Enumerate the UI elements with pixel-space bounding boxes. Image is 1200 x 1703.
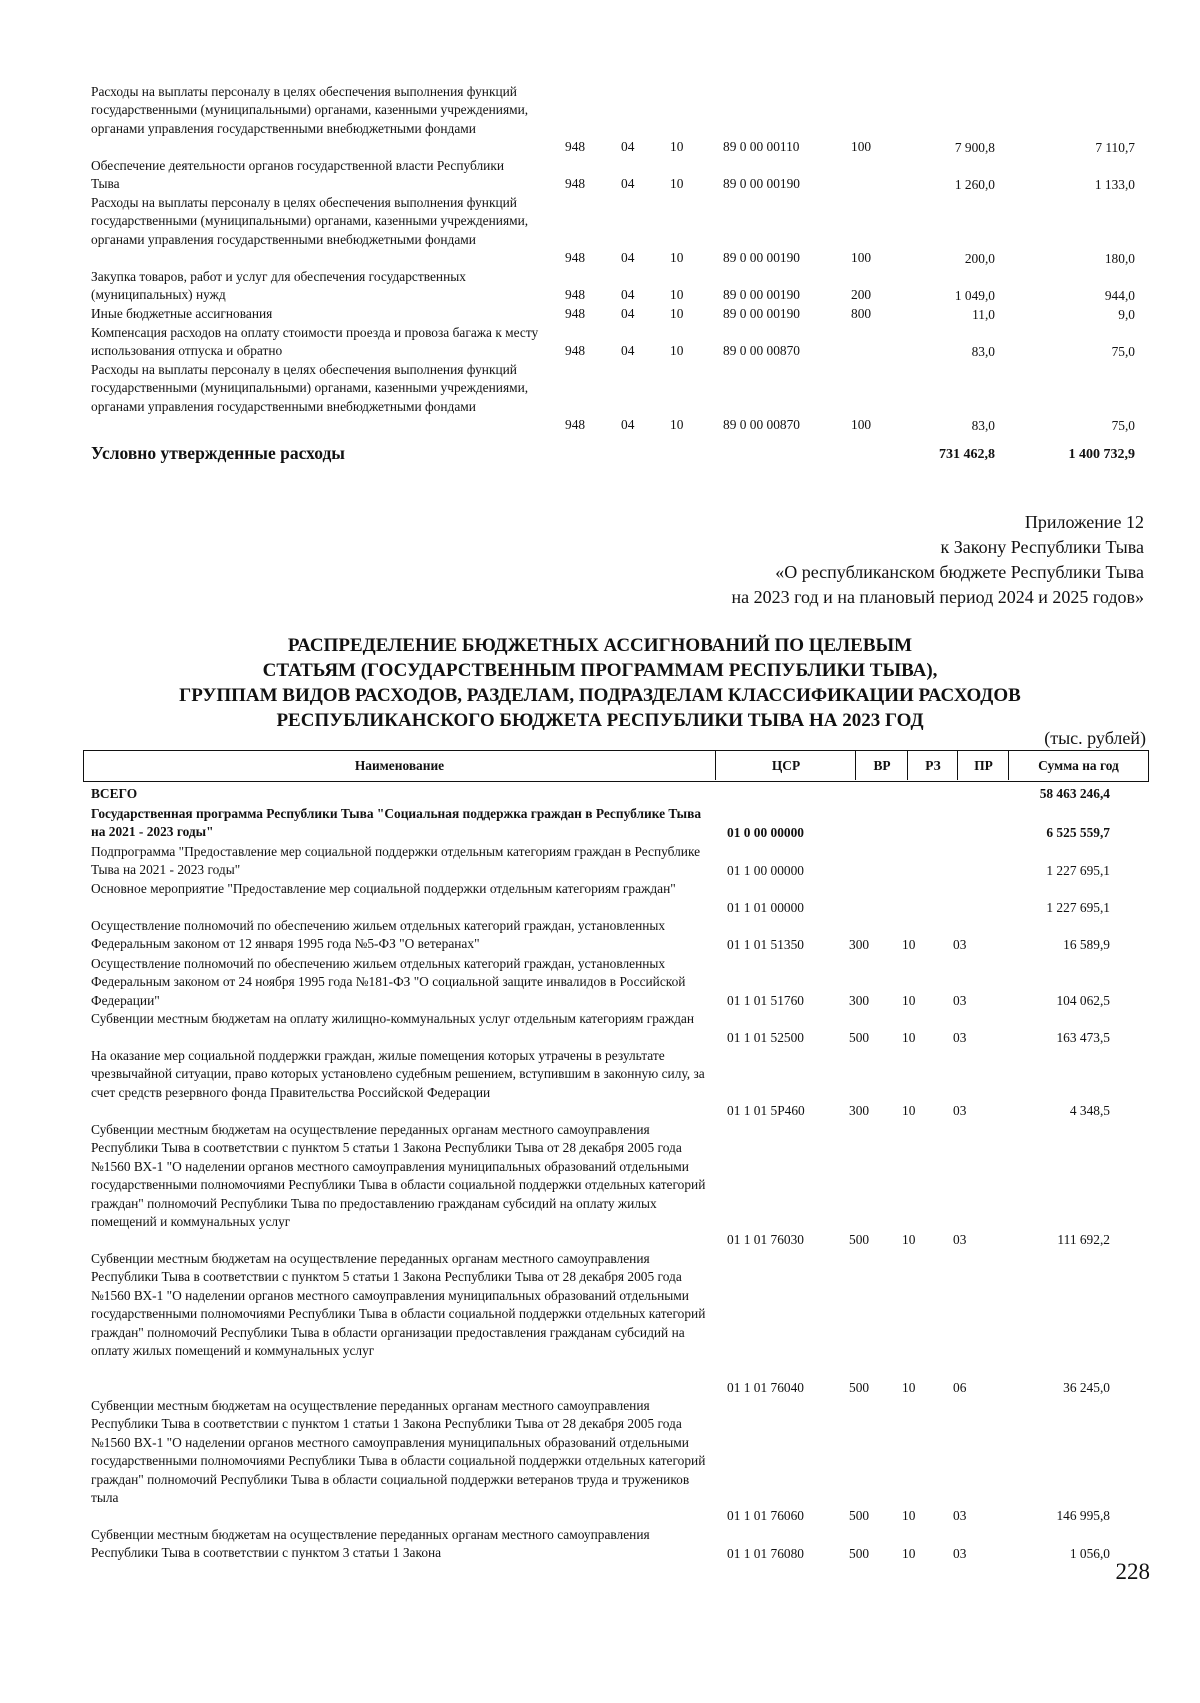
- row-rz: 04: [621, 343, 635, 358]
- appendix-line: Приложение 12: [1024, 512, 1144, 532]
- row-rz: 10: [902, 1103, 916, 1118]
- row-sum: 36 245,0: [1063, 1380, 1110, 1395]
- appendix-line: «О республиканском бюджете Республики Тыва: [775, 562, 1144, 582]
- row-name: Иные бюджетные ассигнования: [91, 306, 273, 321]
- row-name: Расходы на выплаты персоналу в целях обеспечения выполнения функций государственными (муниципальными) органами, казенными учреждениями, органами управления государственными внебюджетными фондами: [91, 84, 529, 136]
- row-ved: 948: [565, 176, 586, 191]
- row-ved: 948: [565, 417, 586, 432]
- row-csr: 89 0 00 00190: [723, 287, 800, 302]
- row-pr: 03: [953, 993, 967, 1008]
- row-csr: 89 0 00 00190: [723, 176, 800, 191]
- row-csr: 01 1 01 51760: [727, 993, 804, 1008]
- page-number: 228: [1115, 1559, 1150, 1584]
- row-pr: 10: [670, 176, 684, 191]
- row-csr: 01 1 01 5Р460: [727, 1103, 805, 1118]
- row-pr: 06: [953, 1380, 967, 1395]
- row-name: На оказание мер социальной поддержки граждан, жилые помещения которых утрачены в результате чрезвычайной ситуации, право которых установлено судебным решением, вступившим в законную силу, за счет средств резервного фонда Правительства Российской Федерации: [91, 1048, 705, 1100]
- row-rz: 10: [902, 1380, 916, 1395]
- units-label: (тыс. рублей): [1044, 728, 1146, 748]
- row-sum-2025: 944,0: [1104, 288, 1135, 303]
- row-csr: 01 1 01 76080: [727, 1546, 804, 1561]
- row-rz: 04: [621, 287, 635, 302]
- row-name: Осуществление полномочий по обеспечению жильем отдельных категорий граждан, установленных Федеральным законом от 24 ноября 1995 года №181-ФЗ "О социальной защите инвалидов в Российской Федерации": [91, 956, 686, 1008]
- row-rz: 10: [902, 1508, 916, 1523]
- row-name: Субвенции местным бюджетам на осуществление переданных органам местного самоуправления Республики Тыва в соответствии с пунктом 5 статьи 1 Закона Республики Тыва от 28 декабря 2005 года №1560 ВХ-1 "О наделении органов местного самоуправления муниципальных образований отдельными государственными полномочиями Республики Тыва в области социальной поддержки отдельных категорий граждан" полномочий Республики Тыва по предоставлению гражданам субсидий на оплату жилых помещений и коммунальных услуг: [91, 1122, 706, 1230]
- row-pr: 03: [953, 1030, 967, 1045]
- row-sum: 4 348,5: [1069, 1103, 1110, 1118]
- row-sum: 58 463 246,4: [1039, 786, 1110, 801]
- row-vr: 100: [851, 250, 872, 265]
- row-csr: 01 1 01 51350: [727, 937, 804, 952]
- row-vr: 500: [849, 1232, 870, 1247]
- row-sum-2024: 83,0: [971, 418, 995, 433]
- conditional-expenses-2025: 1 400 732,9: [1068, 447, 1135, 462]
- header-csr: ЦСР: [715, 751, 856, 780]
- row-name: Основное мероприятие "Предоставление мер социальной поддержки отдельным категориям граждан": [91, 881, 676, 896]
- row-vr: 500: [849, 1508, 870, 1523]
- row-sum: 1 056,0: [1069, 1546, 1110, 1561]
- title-line: РАСПРЕДЕЛЕНИЕ БЮДЖЕТНЫХ АССИГНОВАНИЙ ПО ЦЕЛЕВЫМ: [287, 635, 913, 656]
- row-vr: 500: [849, 1546, 870, 1561]
- row-vr: 100: [851, 139, 872, 154]
- row-rz: 10: [902, 937, 916, 952]
- row-name: Обеспечение деятельности органов государственной власти Республики Тыва: [91, 158, 505, 192]
- row-sum-2025: 180,0: [1104, 251, 1135, 266]
- row-sum: 146 995,8: [1056, 1508, 1110, 1523]
- row-rz: 04: [621, 306, 635, 321]
- row-ved: 948: [565, 250, 586, 265]
- row-csr: 01 1 01 76040: [727, 1380, 804, 1395]
- row-sum: 163 473,5: [1056, 1030, 1110, 1045]
- row-name: Субвенции местным бюджетам на оплату жилищно-коммунальных услуг отдельным категориям граждан: [91, 1011, 695, 1026]
- row-vr: 300: [849, 993, 870, 1008]
- row-csr: 89 0 00 00190: [723, 306, 800, 321]
- row-vr: 200: [851, 287, 872, 302]
- row-sum: 16 589,9: [1063, 937, 1110, 952]
- row-name: Расходы на выплаты персоналу в целях обеспечения выполнения функций государственными (муниципальными) органами, казенными учреждениями, органами управления государственными внебюджетными фондами: [91, 362, 529, 414]
- row-ved: 948: [565, 139, 586, 154]
- row-csr: 89 0 00 00190: [723, 250, 800, 265]
- row-name: Осуществление полномочий по обеспечению жильем отдельных категорий граждан, установленных Федеральным законом от 12 января 1995 года №5-ФЗ "О ветеранах": [91, 918, 666, 952]
- row-sum-2025: 1 133,0: [1094, 177, 1135, 192]
- header-pr: ПР: [957, 751, 1009, 780]
- row-rz: 10: [902, 1232, 916, 1247]
- row-sum-2024: 1 049,0: [954, 288, 995, 303]
- row-name: Закупка товаров, работ и услуг для обеспечения государственных (муниципальных) нужд: [91, 269, 466, 303]
- row-sum: 111 692,2: [1057, 1232, 1110, 1247]
- row-sum-2024: 11,0: [972, 307, 995, 322]
- title-line: РЕСПУБЛИКАНСКОГО БЮДЖЕТА РЕСПУБЛИКИ ТЫВА НА 2023 ГОД: [276, 710, 924, 731]
- row-name: Субвенции местным бюджетам на осуществление переданных органам местного самоуправления Республики Тыва в соответствии с пунктом 3 статьи 1 Закона: [91, 1527, 650, 1561]
- row-name: Компенсация расходов на оплату стоимости проезда и провоза багажа к месту использования отпуска и обратно: [91, 325, 539, 359]
- row-csr: 01 1 01 76030: [727, 1232, 804, 1247]
- conditional-expenses-label: Условно утвержденные расходы: [91, 443, 345, 463]
- row-pr: 03: [953, 1232, 967, 1247]
- row-pr: 03: [953, 1546, 967, 1561]
- row-sum-2025: 75,0: [1111, 344, 1135, 359]
- row-csr: 89 0 00 00870: [723, 343, 800, 358]
- row-vr: 300: [849, 1103, 870, 1118]
- row-sum: 1 227 695,1: [1046, 863, 1110, 878]
- header-vr: ВР: [855, 751, 908, 780]
- row-vr: 100: [851, 417, 872, 432]
- row-pr: 03: [953, 1103, 967, 1118]
- row-sum-2025: 9,0: [1118, 307, 1135, 322]
- row-csr: 89 0 00 00870: [723, 417, 800, 432]
- row-name: Субвенции местным бюджетам на осуществление переданных органам местного самоуправления Республики Тыва в соответствии с пунктом 5 статьи 1 Закона Республики Тыва от 28 декабря 2005 года №1560 ВХ-1 "О наделении органов местного самоуправления муниципальных образований отдельными государственными полномочиями Республики Тыва в области социальной поддержки отдельных категорий граждан" полномочий Республики Тыва в области организации предоставления гражданам субсидий на оплату жилых помещений и коммунальных услуг: [91, 1251, 706, 1359]
- row-name: Государственная программа Республики Тыва "Социальная поддержка граждан в Республике Тыва на 2021 - 2023 годы": [91, 806, 702, 840]
- title-line: СТАТЬЯМ (ГОСУДАРСТВЕННЫМ ПРОГРАММАМ РЕСПУБЛИКИ ТЫВА),: [262, 660, 938, 681]
- header-sum: Сумма на год: [1008, 751, 1148, 780]
- row-sum-2024: 7 900,8: [954, 140, 995, 155]
- row-csr: 01 1 01 52500: [727, 1030, 804, 1045]
- row-sum-2025: 75,0: [1111, 418, 1135, 433]
- row-name: ВСЕГО: [91, 786, 138, 801]
- row-name: Субвенции местным бюджетам на осуществление переданных органам местного самоуправления Республики Тыва в соответствии с пунктом 1 статьи 1 Закона Республики Тыва от 28 декабря 2005 года №1560 ВХ-1 "О наделении органов местного самоуправления муниципальных образований отдельными государственными полномочиями Республики Тыва в области социальной поддержки отдельных категорий граждан" полномочий Республики Тыва в области социальной поддержки ветеранов труда и тружеников тыла: [91, 1398, 706, 1506]
- row-sum-2024: 83,0: [971, 344, 995, 359]
- appendix-header: [731, 510, 1144, 610]
- row-rz: 10: [902, 993, 916, 1008]
- conditional-expenses-2024: 731 462,8: [939, 447, 995, 462]
- row-csr: 01 1 00 00000: [727, 863, 804, 878]
- row-pr: 03: [953, 937, 967, 952]
- row-name: Подпрограмма "Предоставление мер социальной поддержки отдельным категориям граждан в Республике Тыва на 2021 - 2023 годы": [91, 844, 701, 878]
- row-rz: 10: [902, 1030, 916, 1045]
- row-sum-2024: 200,0: [964, 251, 995, 266]
- row-vr: 500: [849, 1030, 870, 1045]
- row-rz: 04: [621, 250, 635, 265]
- appendix-line: к Закону Республики Тыва: [940, 537, 1144, 557]
- row-pr: 10: [670, 250, 684, 265]
- row-rz: 04: [621, 176, 635, 191]
- row-pr: 10: [670, 306, 684, 321]
- header-rz: РЗ: [907, 751, 958, 780]
- row-pr: 03: [953, 1508, 967, 1523]
- row-rz: 04: [621, 417, 635, 432]
- row-sum: 1 227 695,1: [1046, 900, 1110, 915]
- title-line: ГРУППАМ ВИДОВ РАСХОДОВ, РАЗДЕЛАМ, ПОДРАЗДЕЛАМ КЛАССИФИКАЦИИ РАСХОДОВ: [179, 685, 1021, 706]
- row-sum: 104 062,5: [1056, 993, 1110, 1008]
- row-ved: 948: [565, 343, 586, 358]
- row-vr: 800: [851, 306, 872, 321]
- row-sum-2025: 7 110,7: [1095, 140, 1135, 155]
- row-csr: 01 1 01 00000: [727, 900, 804, 915]
- header-name: Наименование: [354, 758, 445, 773]
- row-pr: 10: [670, 417, 684, 432]
- row-csr: 01 0 00 00000: [727, 825, 804, 840]
- row-rz: 04: [621, 139, 635, 154]
- row-ved: 948: [565, 306, 586, 321]
- row-ved: 948: [565, 287, 586, 302]
- row-vr: 300: [849, 937, 870, 952]
- table-header: [83, 750, 1149, 782]
- row-csr: 01 1 01 76060: [727, 1508, 804, 1523]
- row-pr: 10: [670, 343, 684, 358]
- row-pr: 10: [670, 139, 684, 154]
- appendix-line: на 2023 год и на плановый период 2024 и 2025 годов»: [731, 587, 1144, 607]
- row-name: Расходы на выплаты персоналу в целях обеспечения выполнения функций государственными (муниципальными) органами, казенными учреждениями, органами управления государственными внебюджетными фондами: [91, 195, 529, 247]
- row-rz: 10: [902, 1546, 916, 1561]
- row-vr: 500: [849, 1380, 870, 1395]
- row-csr: 89 0 00 00110: [723, 139, 800, 154]
- row-sum: 6 525 559,7: [1046, 825, 1110, 840]
- document-title: [0, 633, 1200, 733]
- row-sum-2024: 1 260,0: [954, 177, 995, 192]
- row-pr: 10: [670, 287, 684, 302]
